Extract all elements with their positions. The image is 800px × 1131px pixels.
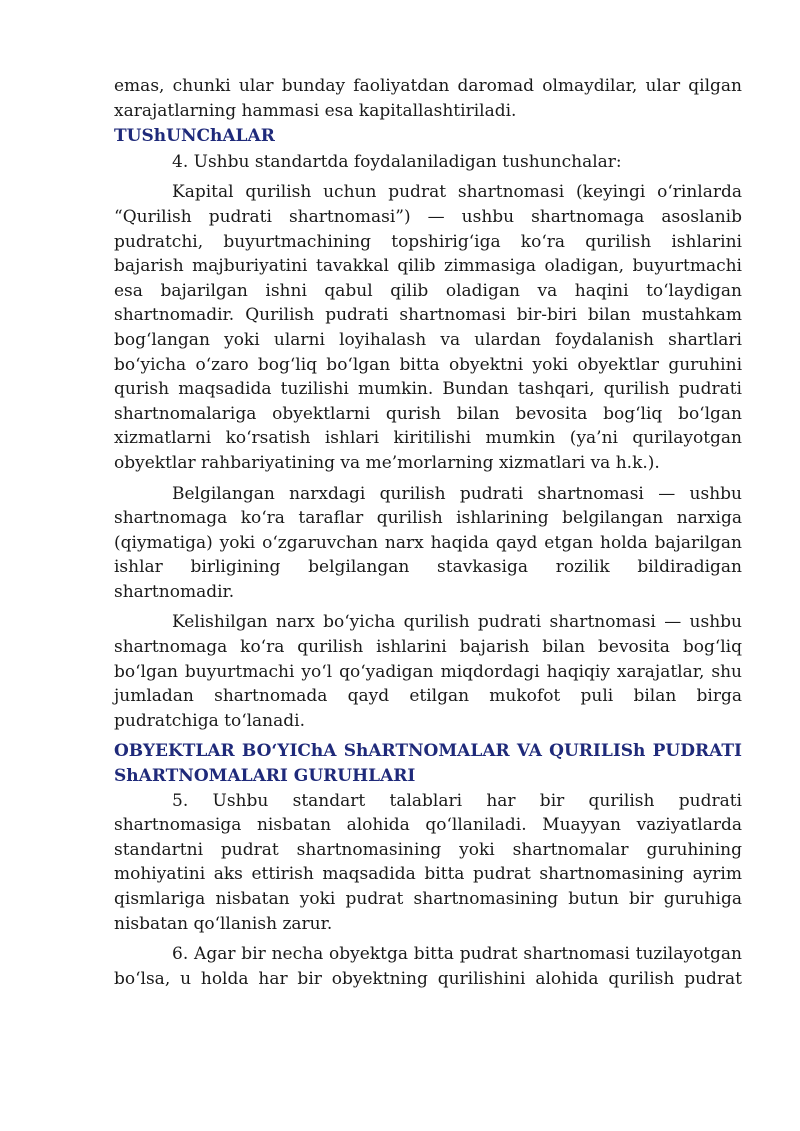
definition-kapital-qurilish: Kapital qurilish uchun pudrat shartnomasi (keyingi o‘rinlarda “Qurilish pudrati shartnomasi”) — ushbu shartnomaga asoslanib pudratchi, buyurtmachining topshirig‘iga ko‘ra qurilish ishlarini bajarish majburiyatini tavakkal qilib zimmasiga oladigan, buyurtmachi esa bajarilgan ishni qabul qilib oladigan va haqini to‘laydigan shartnomadir. Qurilish pudrati shartnomasi bir-biri bilan mustahkam bog‘langan yoki ularni loyihalash va ulardan foydalanish shartlari bo‘yicha o‘zaro bog‘liq bo‘lgan bitta obyektni yoki obyektlar guruhini qurish maqsadida tuzilishi mumkin. Bundan tashqari, qurilish pudrati shartnomalariga obyektlarni qurish bilan bevosita bog‘liq bo‘lgan xizmatlarni ko‘rsatish ishlari kiritilishi mumkin (ya’ni qurilayotgan obyektlar rahbariyatining va me’morlarning xizmatlari va h.k.). (114, 182, 742, 473)
heading-tushunchalar: TUShUNChALAR (114, 126, 275, 147)
paragraph-6: 6. Agar bir necha obyektga bitta pudrat shartnomasi tuzilayotgan bo‘lsa, u holda har bir obyektning qurilishini alohida qurilish pudrat (114, 944, 742, 989)
paragraph-4: 4. Ushbu standartda foydalaniladigan tushunchalar: (172, 151, 622, 172)
intro-paragraph: emas, chunki ular bunday faoliyatdan daromad olmaydilar, ular qilgan xarajatlarning hammasi esa kapitallashtiriladi. (114, 76, 742, 121)
definition-belgilangan-narx: Belgilangan narxdagi qurilish pudrati shartnomasi — ushbu shartnomaga ko‘ra taraflar qurilish ishlarining belgilangan narxiga (qiymatiga) yoki o‘zgaruvchan narx haqida qayd etgan holda bajarilgan ishlar birligining belgilangan stavkasiga rozilik bildiradigan shartnomadir. (114, 483, 742, 602)
definition-kelishilgan-narx: Kelishilgan narx bo‘yicha qurilish pudrati shartnomasi — ushbu shartnomaga ko‘ra qurilish ishlarini bajarish bilan bevosita bog‘liq bo‘lgan buyurtmachi yo‘l qo‘yadigan miqdordagi haqiqiy xarajatlar, shu jumladan shartnomada qayd etilgan mukofot puli bilan birga pudratchiga to‘lanadi. (114, 612, 742, 731)
paragraph-5: 5. Ushbu standart talablari har bir qurilish pudrati shartnomasiga nisbatan alohida qo‘llaniladi. Muayyan vaziyatlarda standartni pudrat shartnomasining yoki shartnomalar guruhining mohiyatini aks ettirish maqsadida bitta pudrat shartnomasining ayrim qismlariga nisbatan yoki pudrat shartnomasining butun bir guruhiga nisbatan qo‘llanish zarur. (114, 790, 742, 934)
document-page (114, 74, 742, 991)
heading-obyektlar-guruhlari: OBYEKTLAR BO‘YIChA ShARTNOMALAR VA QURILISh PUDRATI ShARTNOMALARI GURUHLARI (114, 741, 742, 787)
